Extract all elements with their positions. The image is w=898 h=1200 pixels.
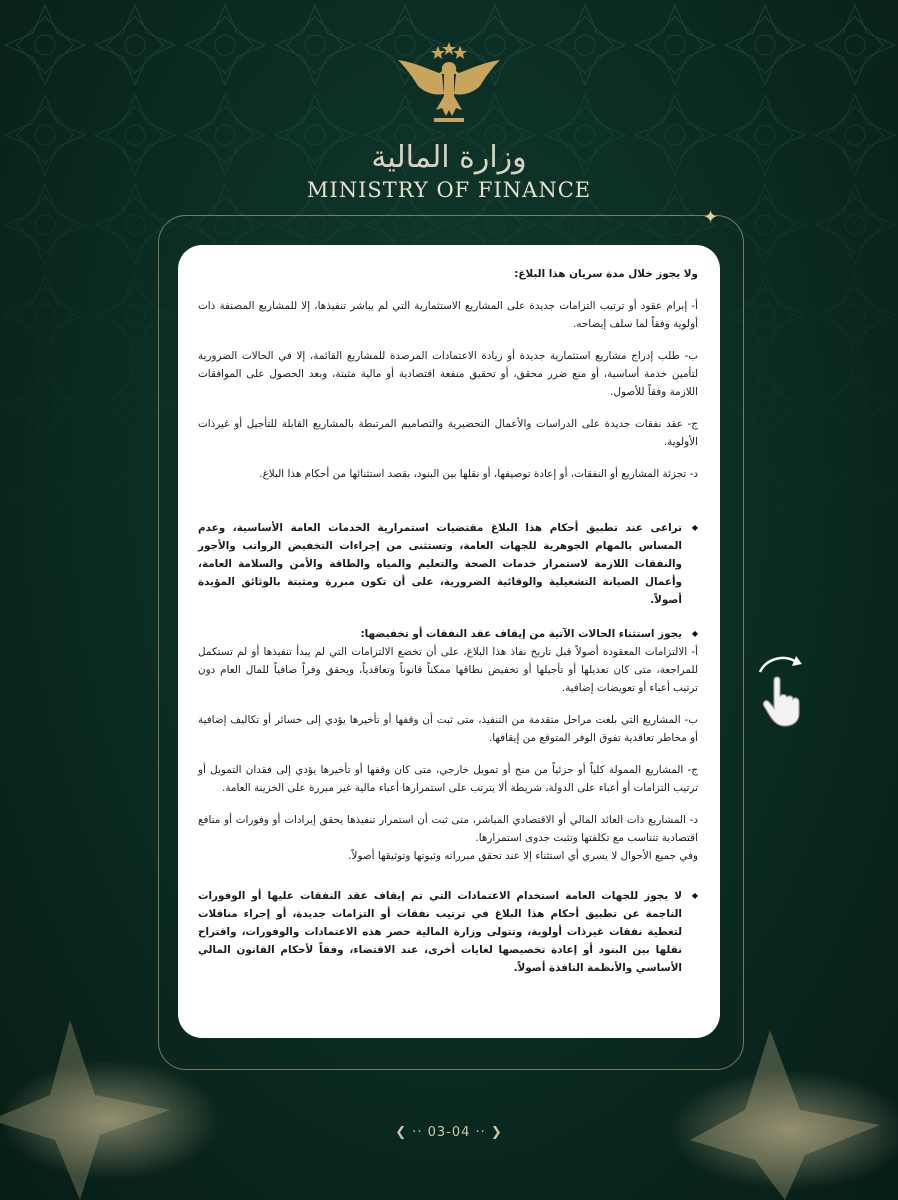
prohibition-item-a: أ- إبرام عقود أو ترتيب التزامات جديدة على المشاريع الاستثمارية التي لم يباشر تنفيذها، إلا للمشاريع المصنفة ذات أولوية وفقاً لما سلف إيضاحه. (198, 300, 698, 330)
golden-eagle-emblem-icon (394, 40, 504, 128)
prohibition-item-d: د- تجزئة المشاريع أو النفقات، أو إعادة توصيفها، أو نقلها بين البنود، بقصد استثنائها من أحكام هذا البلاغ. (259, 468, 698, 480)
exception-item-d: د- المشاريع ذات العائد المالي أو الاقتصادي المباشر، متى ثبت أن استمرار تنفيذها يحقق إيرادات أو وفورات أو منافع اقتصادية تتناسب مع تكلفتها وتثبت جدوى استمرارها. (198, 814, 698, 844)
page-number (0, 1125, 898, 1140)
exceptions-closing: وفي جميع الأحوال لا يسري أي استثناء إلا عند تحقق مبرراته وثبوتها وتوثيقها أصولاً. (348, 850, 698, 862)
ornament-right-icon: ·· ❯ (470, 1125, 503, 1140)
document-heading: ولا يجوز خلال مدة سريان هذا البلاغ: (514, 268, 698, 280)
exception-item-b: ب- المشاريع التي بلغت مراحل متقدمة من التنفيذ، متى ثبت أن وقفها أو تأخيرها يؤدي إلى خسائر أو تكاليف إضافية أو مخاطر تعاقدية تفوق الوفر المتوقع من إيقافها. (198, 714, 698, 744)
prohibition-item-b: ب- طلب إدراج مشاريع استثمارية جديدة أو زيادة الاعتمادات المرصدة للمشاريع القائمة، إلا في الحالات الضرورية لتأمين خدمة أساسية، أو منع ضرر محقق، أو تحقيق منفعة اقتصادية أو مالية مثبتة، وبعد الحصول على الموافقات اللازمة وفقاً للأصول. (198, 350, 698, 398)
page-header (0, 40, 898, 202)
page-number-text: 03-04 (427, 1125, 471, 1140)
four-point-star-icon: ✦ (703, 207, 719, 228)
bullet-savings-usage: ◆ لا يجوز للجهات العامة استخدام الاعتمادات التي تم إيقاف عقد النفقات عليها أو الوفورات الناجمة عن تطبيق أحكام هذا البلاغ في ترتيب نفقات أو التزامات جديدة، أو إجراء مناقلات لتغطية نفقات غيرذات أولوية، وتتولى وزارة المالية حصر هذه الاعتمادات والوفورات، واقتراح نقلها بين البنود أو إعادة تخصيصها لغايات أخرى، عند الاقتضاء، وفقاً لأحكام القانون المالي الأساسي والأنظمة النافذة أصولاً. (198, 887, 698, 977)
ministry-name-arabic: وزارة المالية (371, 140, 527, 175)
bullet-exceptions-title: ◆ يجوز استثناء الحالات الآتية من إيقاف عقد النفقات أو تخفيضها: (198, 625, 698, 643)
ministry-name-english: MINISTRY OF FINANCE (306, 178, 592, 202)
exception-item-a: أ- الالتزامات المعقودة أصولاً قبل تاريخ نفاذ هذا البلاغ، على أن تخضع الالتزامات التي لم يبدأ تنفيذها أو لم تستكمل للمراجعة، متى كان تعديلها أو تأجيلها أو تخفيض نطاقها ممكناً قانوناً وتعاقدياً، ويحقق وفراً صافياً للمال العام دون ترتيب أعباء أو تعويضات إضافية. (198, 646, 698, 694)
prohibition-item-c: ج- عقد نفقات جديدة على الدراسات والأعمال التحضيرية والتصاميم المرتبطة بالمشاريع القابلة للتأجيل أو غيرذات الأولوية. (198, 418, 698, 448)
bullet-essential-services: ◆ تراعى عند تطبيق أحكام هذا البلاغ مقتضيات استمرارية الخدمات العامة الأساسية، وعدم المساس بالمهام الجوهرية للجهات العامة، وتستثنى من إجراءات التخفيض الرواتب والأجور والنفقات اللازمة لاستمرار خدمات الصحة والتعليم والمياه والطاقة والأمن والسلامة العامة، وأعمال الصيانة التشغيلية والوقائية الضرورية، على أن تكون مبررة ومثبتة بالوثائق المؤيدة أصولاً. (198, 519, 698, 609)
document-card (178, 245, 720, 1038)
ornament-left-icon: ❮ ·· (395, 1125, 428, 1140)
exception-item-c: ج- المشاريع الممولة كلياً أو جزئياً من منح أو تمويل خارجي، متى كان وقفها أو تأخيرها يؤدي إلى فقدان التمويل أو ترتيب التزامات أو أعباء على الدولة، شريطة ألا يترتب على استمرارها أعباء مالية غير مبررة على الخزينة العامة. (198, 764, 698, 794)
hand-swipe-icon[interactable] (752, 650, 812, 730)
